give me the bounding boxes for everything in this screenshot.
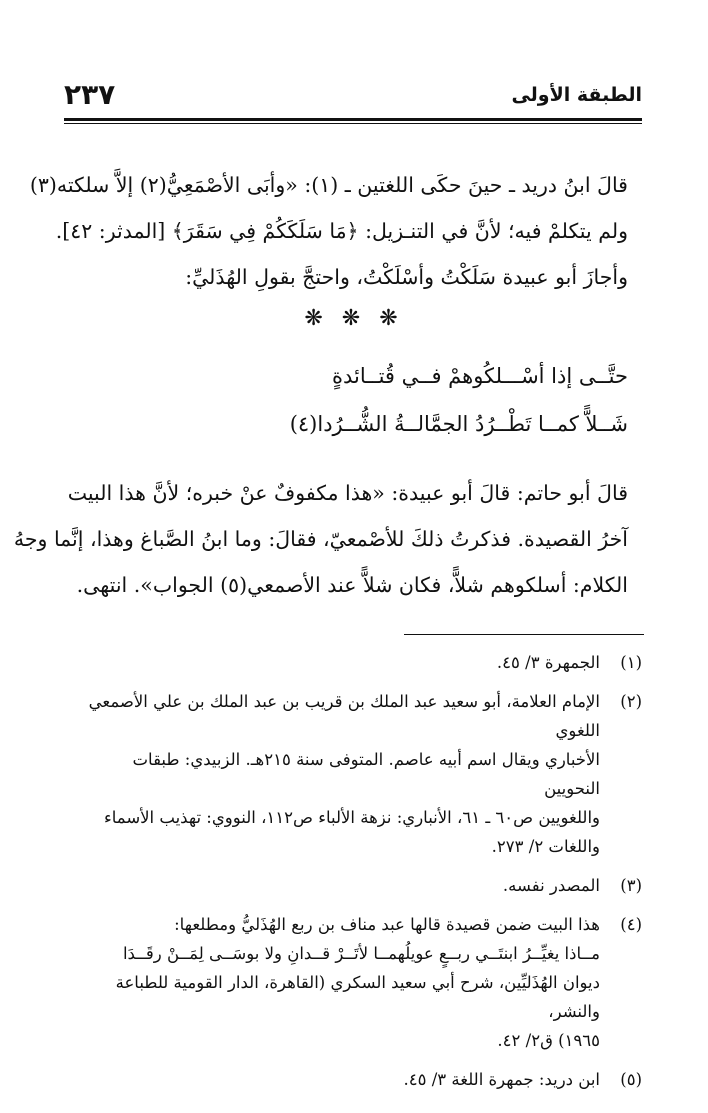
footnote-text: ابن دريد: جمهرة اللغة ٣/ ٤٥.	[403, 1070, 600, 1089]
text-line: قالَ ابنُ دريد ـ حينَ حكَى اللغتين ـ (١): «وأبَى الأصْمَعِيُّ(٢) إلاَّ سلكته(٣)	[29, 173, 628, 197]
header-rule	[64, 118, 642, 121]
text-line: قالَ أبو حاتم: قالَ أبو عبيدة: «هذا مكفوفٌ عنْ خبره؛ لأنَّ هذا البيت	[67, 481, 628, 505]
verse-line-2: شَــلاًّ كمــا تَطْــرُدُ الجمَّالــةُ الشُّــرُدا(٤)	[289, 412, 628, 436]
footnote-5	[72, 1065, 642, 1094]
footnote-4	[72, 910, 642, 1055]
footnote-text: هذا البيت ضمن قصيدة قالها عبد مناف بن ربع الهُذَليُّ ومطلعها:	[174, 915, 600, 934]
paragraph-1	[29, 166, 628, 296]
page-number: ٢٣٧	[64, 78, 116, 111]
text-line: وأجازَ أبو عبيدة سَلَكْتُ وأسْلَكْتُ، واحتجَّ بقولِ الهُذَليِّ:	[185, 265, 628, 289]
footnote-1	[72, 648, 642, 677]
section-separator: ❋ ❋ ❋	[304, 306, 404, 331]
footnote-text: ديوان الهُذَليِّين، شرح أبي سعيد السكري (القاهرة، الدار القومية للطباعة والنشر،	[115, 973, 600, 1021]
footnote-number: ( ٣ )	[620, 871, 642, 900]
footnote-text: واللغات ٢/ ٢٧٣.	[491, 837, 600, 856]
footnote-3	[72, 871, 642, 900]
footnotes	[72, 648, 642, 1104]
footnote-number: ( ١ )	[620, 648, 642, 677]
footnote-text: الإمام العلامة، أبو سعيد عبد الملك بن قريب بن عبد الملك بن علي الأصمعي اللغوي	[88, 692, 600, 740]
footnote-text: الأخباري ويقال اسم أبيه عاصم. المتوفى سنة ٢١٥هـ. الزبيدي: طبقات النحويين	[132, 750, 600, 798]
text-line: الكلام: أسلكوهم شلاًّ، فكان شلاًّ عند الأصمعي(٥) الجواب». انتهى.	[76, 573, 628, 597]
footnote-number: ( ٤ )	[620, 910, 642, 939]
running-title: الطبقة الأولى	[511, 84, 642, 106]
footnote-number: ( ٥ )	[620, 1065, 642, 1094]
footnote-text: ١٩٦٥) ق٢/ ٤٢.	[497, 1031, 600, 1050]
verse-line-1: حتَّــى إذا أسْـــلكُوهمْ فــي قُتــائدةٍ	[332, 364, 628, 388]
footnote-text: المصدر نفسه.	[502, 876, 600, 895]
footnote-number: ( ٢ )	[620, 687, 642, 716]
text-line: ولم يتكلمْ فيه؛ لأنَّ في التنـزيل: ﴿مَا سَلَكَكُمْ فِي سَقَرَ﴾ [المدثر: ٤٢].	[55, 219, 628, 243]
footnote-verse	[72, 939, 600, 968]
verse-hemistich-right: مــاذا يغيِّــرُ ابنتَــي ربــعٍ عويلُهمــا	[373, 944, 600, 963]
footnote-text: الجمهرة ٣/ ٤٥.	[496, 653, 600, 672]
footnote-text: واللغويين ص٦٠ ـ ٦١، الأنباري: نزهة الألباء ص١١٢، النووي: تهذيب الأسماء	[104, 808, 600, 827]
page-header	[64, 78, 642, 114]
footnote-2	[72, 687, 642, 861]
footnote-rule	[404, 634, 644, 635]
verse-hemistich-left: لأتَــرْ قــدانِ ولا بوسَــى لِمَــنْ رقَــدَا	[122, 944, 369, 963]
text-line: آخرُ القصيدة. فذكرتُ ذلكَ للأصْمعيّ، فقالَ: وما ابنُ الصَّباغ وهذا، إنَّما وجهُ	[13, 527, 628, 551]
header-rule-thin	[64, 123, 642, 124]
paragraph-2	[13, 474, 628, 604]
